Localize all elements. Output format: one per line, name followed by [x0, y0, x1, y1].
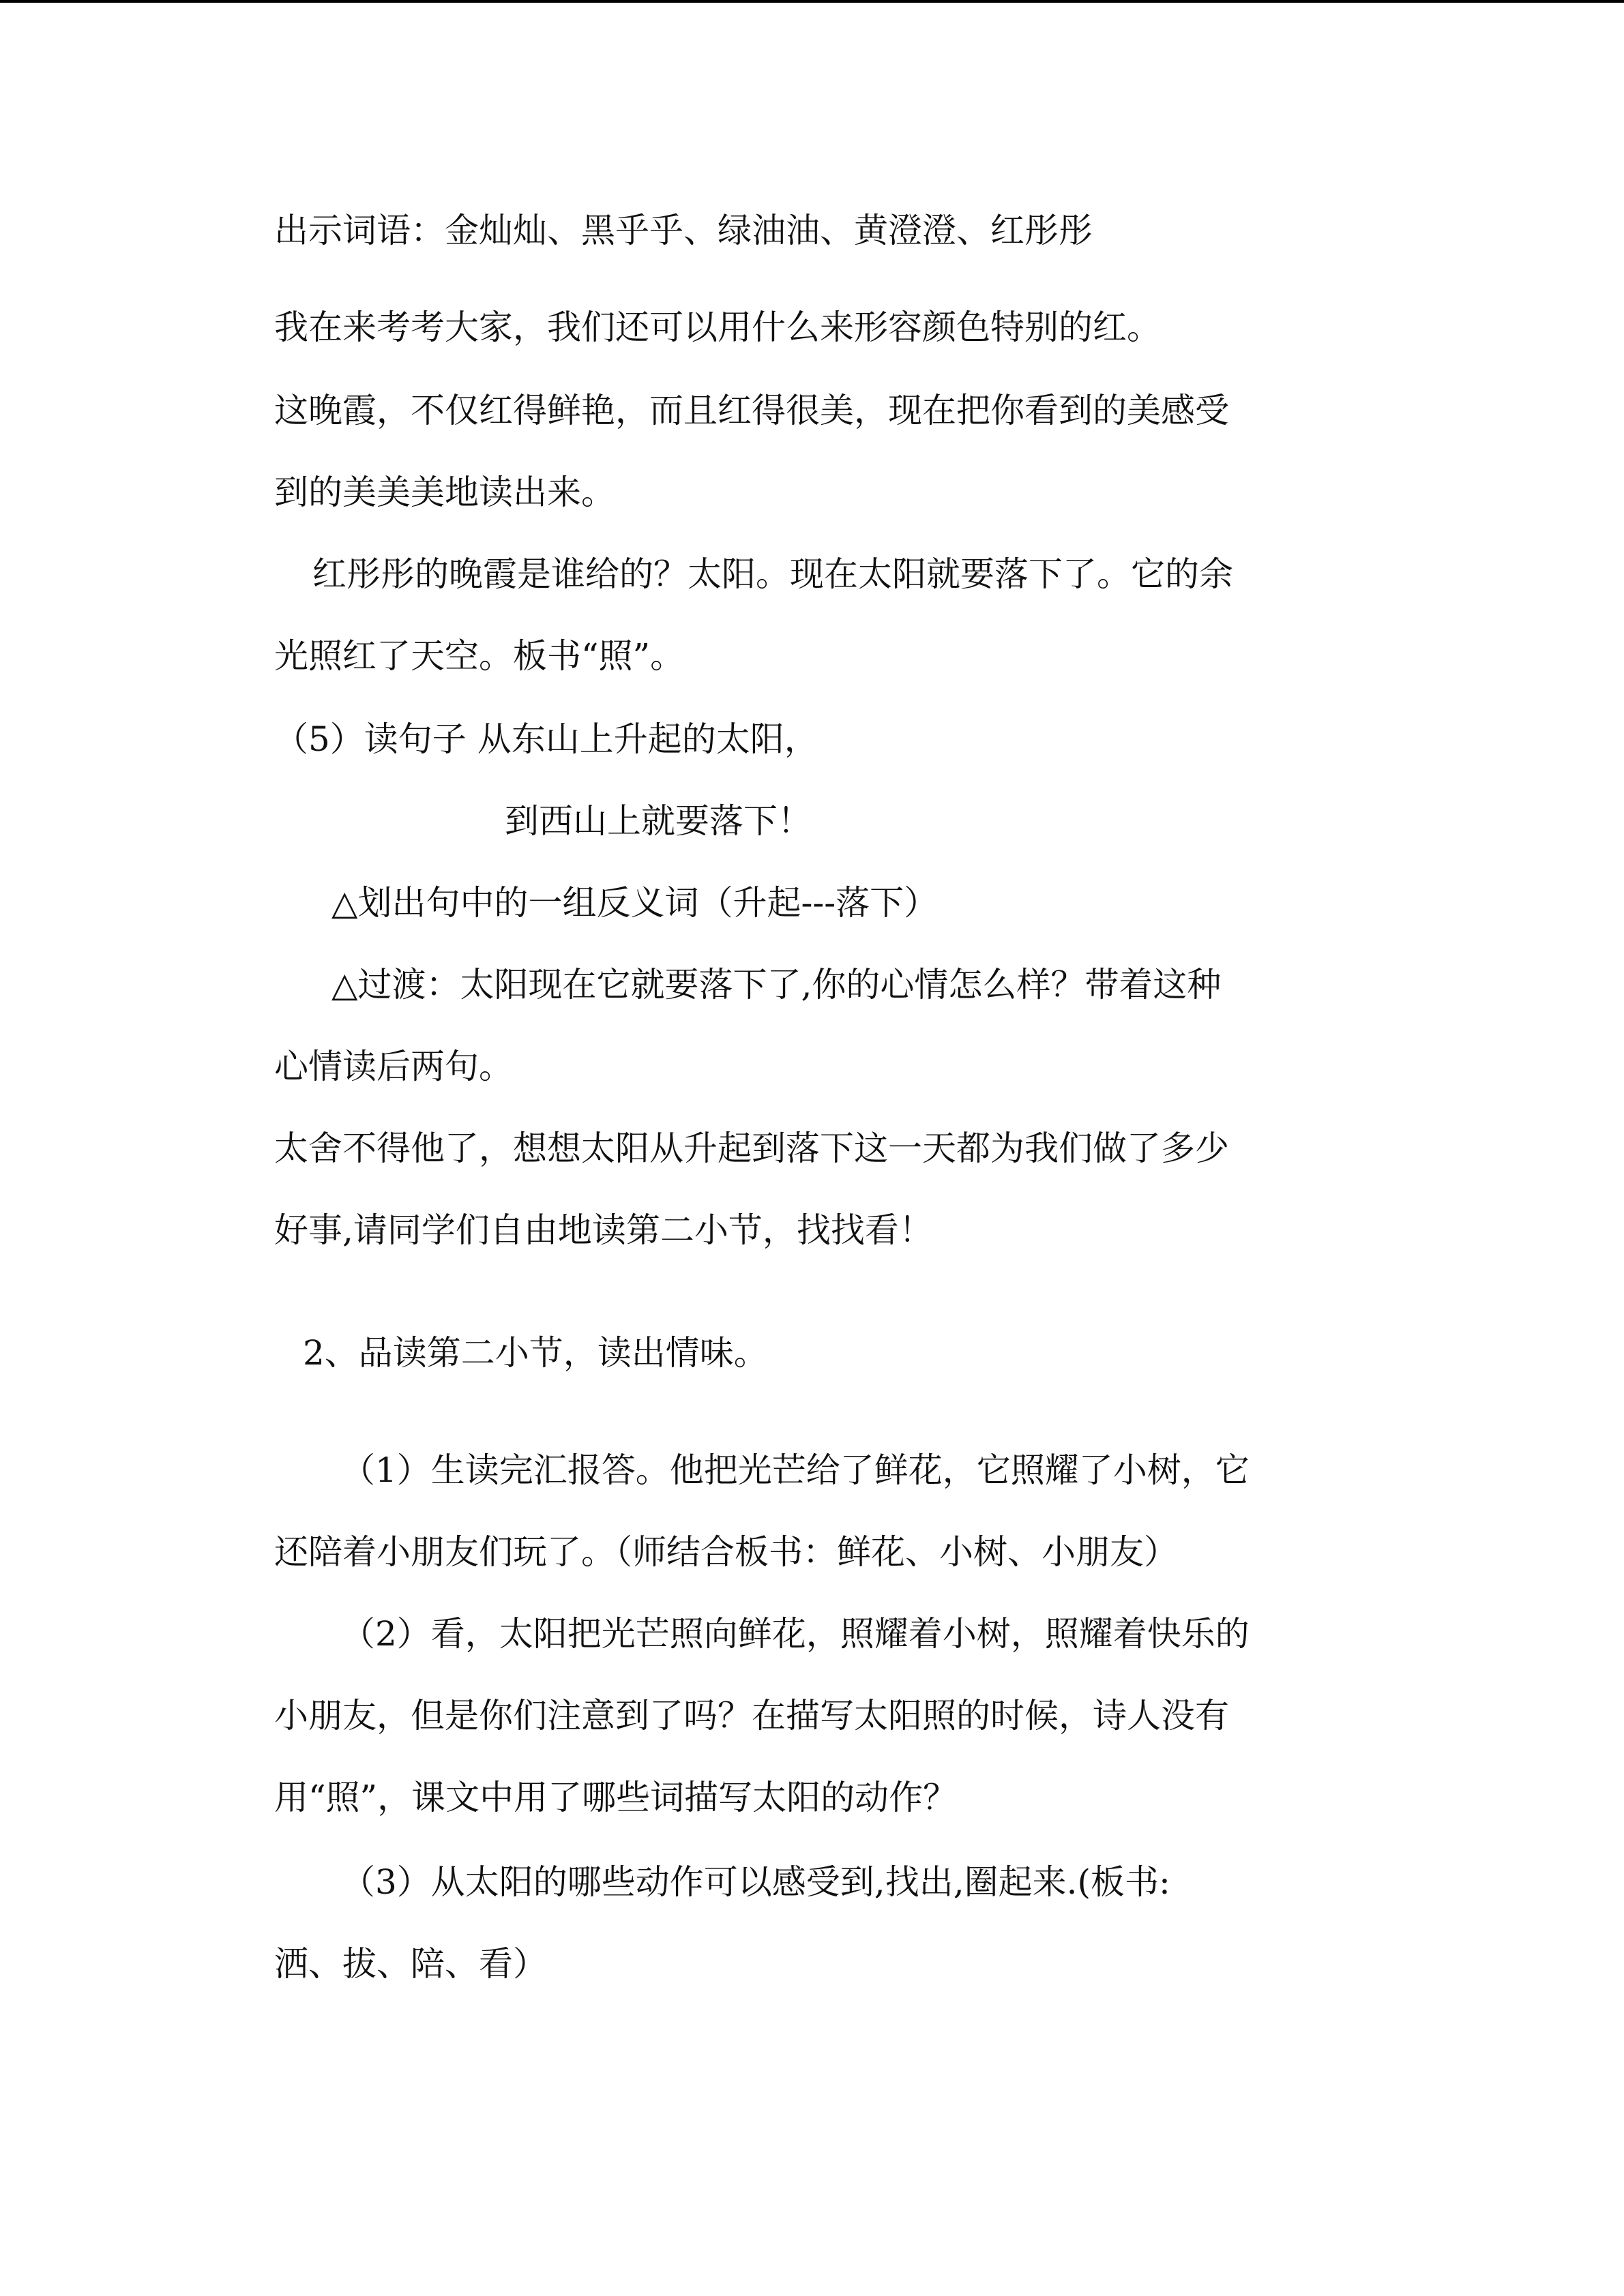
text-line: 到西山上就要落下！	[505, 801, 812, 841]
text-line: 太舍不得他了，想想太阳从升起到落下这一天都为我们做了多少	[274, 1129, 1229, 1168]
text-line: 小朋友，但是你们注意到了吗？在描写太阳照的时候，诗人没有	[274, 1696, 1229, 1735]
text-line: △过渡：太阳现在它就要落下了,你的心情怎么样？带着这种	[331, 965, 1222, 1004]
text-line: △划出句中的一组反义词（升起---落下）	[331, 883, 939, 923]
text-line: 出示词语：金灿灿、黑乎乎、绿油油、黄澄澄、红彤彤	[274, 211, 1093, 250]
text-line: 心情读后两句。	[274, 1047, 513, 1086]
text-line: 还陪着小朋友们玩了。（师结合板书：鲜花、小树、小朋友）	[274, 1532, 1178, 1572]
text-line: 到的美美美地读出来。	[274, 473, 615, 512]
text-line: 好事,请同学们自由地读第二小节，找找看！	[274, 1210, 933, 1250]
text-line: （3）从太阳的哪些动作可以感受到,找出,圈起来.(板书:	[341, 1862, 1170, 1902]
text-line: 洒、拔、陪、看）	[274, 1944, 547, 1984]
text-line: （1）生读完汇报答。他把光芒给了鲜花，它照耀了小树，它	[341, 1450, 1250, 1490]
text-line: 我在来考考大家，我们还可以用什么来形容颜色特别的红。	[274, 308, 1161, 347]
text-line: 这晚霞，不仅红得鲜艳，而且红得很美，现在把你看到的美感受	[274, 391, 1229, 430]
text-line: （2）看，太阳把光芒照向鲜花，照耀着小树，照耀着快乐的	[341, 1614, 1250, 1654]
section-heading: 2、品读第二小节，读出情味。	[303, 1333, 768, 1373]
text-line: 红彤彤的晚霞是谁给的？太阳。现在太阳就要落下了。它的余	[312, 554, 1233, 594]
text-line: 用“照”，课文中用了哪些词描写太阳的动作？	[274, 1778, 958, 1817]
text-line: 光照红了天空。板书“照”。	[274, 636, 685, 676]
text-line: （5）读句子 从东山上升起的太阳，	[274, 719, 818, 759]
